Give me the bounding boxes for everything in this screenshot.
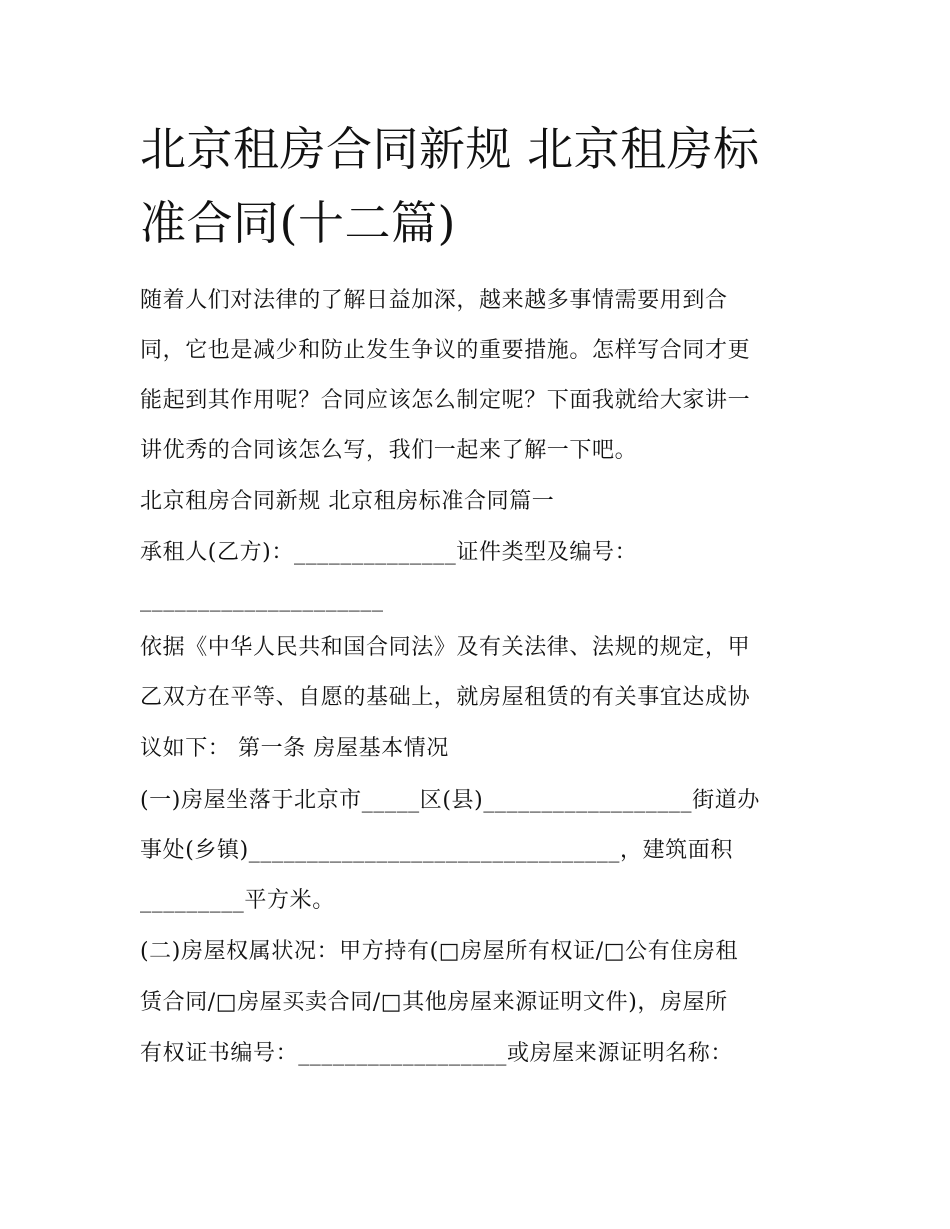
intro-line-2: 同，它也是减少和防止发生争议的重要措施。怎样写合同才更 (140, 338, 751, 363)
clause-1-line-3: _________平方米。 (140, 888, 335, 913)
lessee-blank: _____________________ (140, 587, 384, 612)
clause-2-line-2: 赁合同/□房屋买卖合同/□其他房屋来源证明文件)，房屋所 (140, 990, 728, 1015)
intro-line-4: 讲优秀的合同该怎么写，我们一起来了解一下吧。 (140, 438, 638, 463)
section-heading: 北京租房合同新规 北京租房标准合同篇一 (140, 489, 555, 514)
intro-line-3: 能起到其作用呢？合同应该怎么制定呢？下面我就给大家讲一 (140, 388, 751, 413)
intro-line-1: 随着人们对法律的了解日益加深，越来越多事情需要用到合 (140, 288, 728, 313)
basis-line-1: 依据《中华人民共和国合同法》及有关法律、法规的规定，甲 (140, 635, 751, 660)
clause-1-line-2: 事处(乡镇)________________________________，建筑面积 (140, 838, 733, 863)
clause-1-line-1: (一)房屋坐落于北京市_____区(县)__________________街道办 (140, 788, 760, 813)
clause-2-line-3: 有权证书编号：__________________或房屋来源证明名称： (140, 1041, 734, 1066)
title-line-1: 北京租房合同新规 北京租房标 (140, 122, 760, 176)
basis-line-3: 议如下： 第一条 房屋基本情况 (140, 736, 449, 761)
lessee-line: 承租人(乙方)：______________证件类型及编号： (140, 540, 638, 565)
clause-2-line-1: (二)房屋权属状况：甲方持有(□房屋所有权证/□公有住房租 (140, 939, 739, 964)
basis-line-2: 乙双方在平等、自愿的基础上，就房屋租赁的有关事宜达成协 (140, 685, 751, 710)
title-line-2: 准合同(十二篇) (140, 196, 456, 250)
document-title (140, 112, 820, 260)
